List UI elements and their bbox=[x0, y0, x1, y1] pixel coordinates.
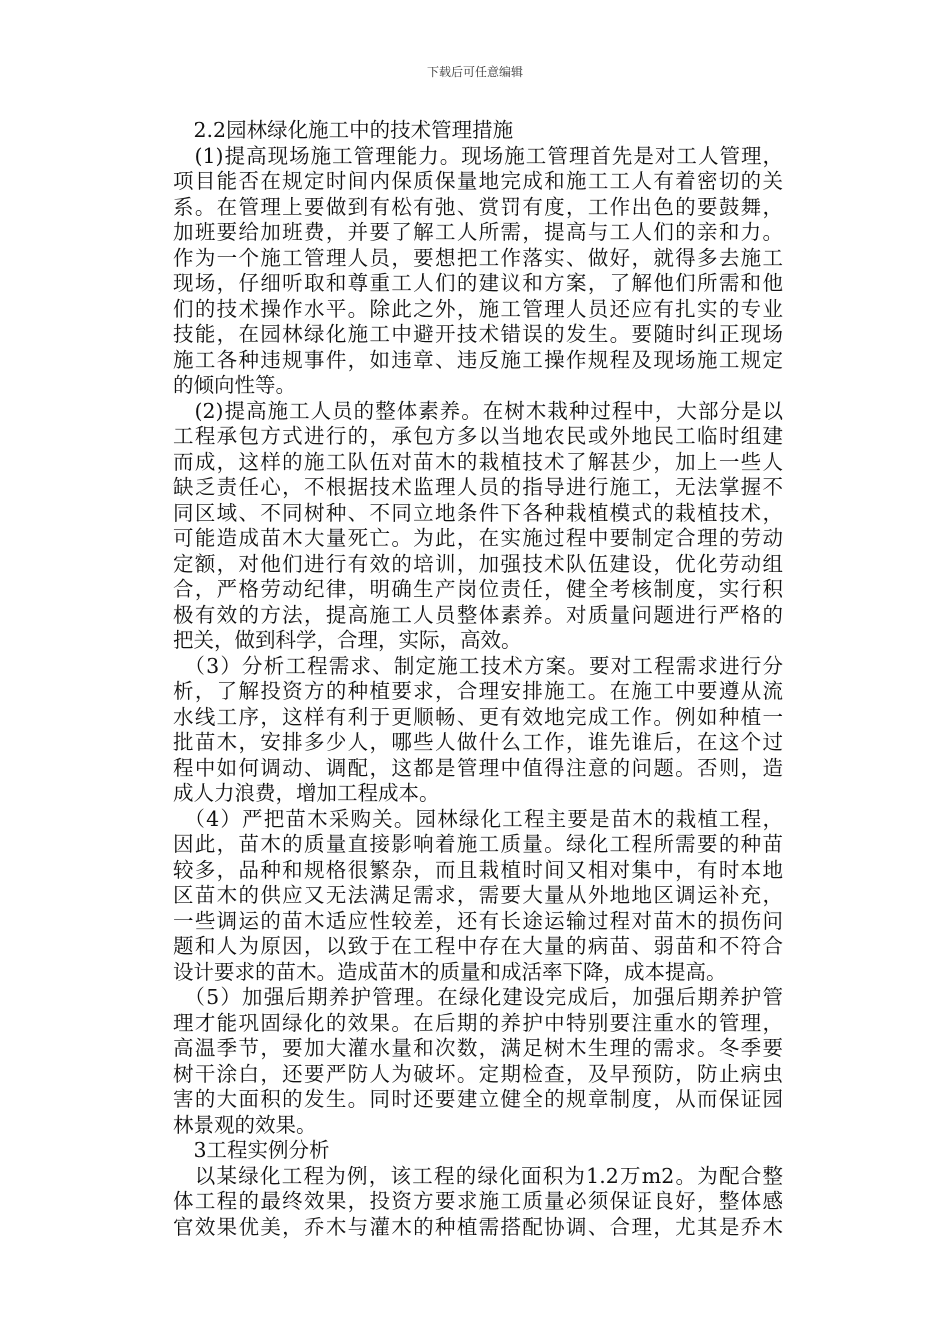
text-line: 极有效的方法，提高施工人员整体素养。对质量问题进行严格的 bbox=[173, 602, 783, 627]
text-line: 工程承包方式进行的，承包方多以当地农民或外地民工临时组建 bbox=[173, 424, 783, 448]
text-line: 的倾向性等。 bbox=[173, 373, 296, 397]
text-line: 区苗木的供应又无法满足需求，需要大量从外地地区调运补充， bbox=[173, 883, 783, 907]
text-line: 系。在管理上要做到有松有弛、赏罚有度，工作出色的要鼓舞， bbox=[173, 194, 783, 219]
text-line: 程中如何调动、调配，这都是管理中值得注意的问题。否则，造 bbox=[173, 755, 783, 780]
text-line: 施工各种违规事件，如违章、违反施工操作规程及现场施工规定 bbox=[173, 347, 783, 372]
document-body bbox=[173, 118, 783, 1240]
text-line: 3工程实例分析 bbox=[173, 1138, 330, 1162]
text-line: 们的技术操作水平。除此之外，施工管理人员还应有扎实的专业 bbox=[173, 296, 783, 321]
text-line: 设计要求的苗木。造成苗木的质量和成活率下降，成本提高。 bbox=[173, 959, 727, 984]
text-line: 同区域、不同树种、不同立地条件下各种栽植模式的栽植技术， bbox=[173, 500, 783, 525]
text-line: 理才能巩固绿化的效果。在后期的养护中特别要注重水的管理， bbox=[173, 1010, 783, 1035]
text-line: 合，严格劳动纪律，明确生产岗位责任，健全考核制度，实行积 bbox=[173, 577, 783, 601]
text-line: （3）分析工程需求、制定施工技术方案。要对工程需求进行分 bbox=[173, 653, 783, 678]
text-line: 把关，做到科学，合理，实际，高效。 bbox=[173, 628, 522, 652]
text-line: （5）加强后期养护管理。在绿化建设完成后，加强后期养护管 bbox=[173, 985, 783, 1009]
text-line: 项目能否在规定时间内保质保量地完成和施工工人有着密切的关 bbox=[173, 169, 783, 193]
text-line: 技能，在园林绿化施工中避开技术错误的发生。要随时纠正现场 bbox=[173, 322, 783, 346]
text-line: 树干涂白，还要严防人为破坏。定期检查，及早预防，防止病虫 bbox=[173, 1061, 783, 1086]
text-line: 官效果优美，乔木与灌木的种植需搭配协调、合理，尤其是乔木 bbox=[173, 1214, 783, 1239]
text-line: 可能造成苗木大量死亡。为此，在实施过程中要制定合理的劳动 bbox=[173, 526, 783, 550]
text-line: （4）严把苗木采购关。园林绿化工程主要是苗木的栽植工程， bbox=[173, 806, 783, 831]
text-line: 因此，苗木的质量直接影响着施工质量。绿化工程所需要的种苗 bbox=[173, 832, 783, 856]
text-line: 现场，仔细听取和尊重工人们的建议和方案，了解他们所需和他 bbox=[173, 271, 783, 295]
text-line: 作为一个施工管理人员，要想把工作落实、做好，就得多去施工 bbox=[173, 245, 783, 270]
page-header: 下载后可任意编辑 bbox=[426, 65, 523, 79]
text-line: 题和人为原因，以致于在工程中存在大量的病苗、弱苗和不符合 bbox=[173, 934, 783, 958]
text-line: 加班要给加班费，并要了解工人所需，提高与工人们的亲和力。 bbox=[173, 220, 783, 244]
text-line: 以某绿化工程为例，该工程的绿化面积为1.2万m2。为配合整 bbox=[173, 1163, 783, 1188]
text-line: 体工程的最终效果，投资方要求施工质量必须保证良好，整体感 bbox=[173, 1189, 783, 1213]
text-line: 一些调运的苗木适应性较差，还有长途运输过程对苗木的损伤问 bbox=[173, 908, 783, 933]
text-line: (2)提高施工人员的整体素养。在树木栽种过程中，大部分是以 bbox=[173, 398, 783, 423]
text-line: 高温季节，要加大灌水量和次数，满足树木生理的需求。冬季要 bbox=[173, 1036, 783, 1060]
text-line: 而成，这样的施工队伍对苗木的栽植技术了解甚少，加上一些人 bbox=[173, 449, 783, 474]
text-line: 批苗木，安排多少人，哪些人做什么工作，谁先谁后，在这个过 bbox=[173, 730, 783, 754]
text-line: 害的大面积的发生。同时还要建立健全的规章制度，从而保证园 bbox=[173, 1087, 783, 1111]
text-line: 较多，品种和规格很繁杂，而且栽植时间又相对集中，有时本地 bbox=[173, 857, 783, 882]
text-line: 成人力浪费，增加工程成本。 bbox=[173, 781, 440, 805]
text-line: 水线工序，这样有利于更顺畅、更有效地完成工作。例如种植一 bbox=[173, 704, 783, 729]
text-line: (1)提高现场施工管理能力。现场施工管理首先是对工人管理， bbox=[173, 143, 783, 168]
text-line: 林景观的效果。 bbox=[173, 1112, 317, 1137]
text-line: 析，了解投资方的种植要求，合理安排施工。在施工中要遵从流 bbox=[173, 679, 783, 703]
text-line: 2.2园林绿化施工中的技术管理措施 bbox=[173, 118, 514, 142]
text-line: 定额，对他们进行有效的培训，加强技术队伍建设，优化劳动组 bbox=[173, 551, 783, 576]
text-line: 缺乏责任心，不根据技术监理人员的指导进行施工，无法掌握不 bbox=[173, 475, 783, 499]
